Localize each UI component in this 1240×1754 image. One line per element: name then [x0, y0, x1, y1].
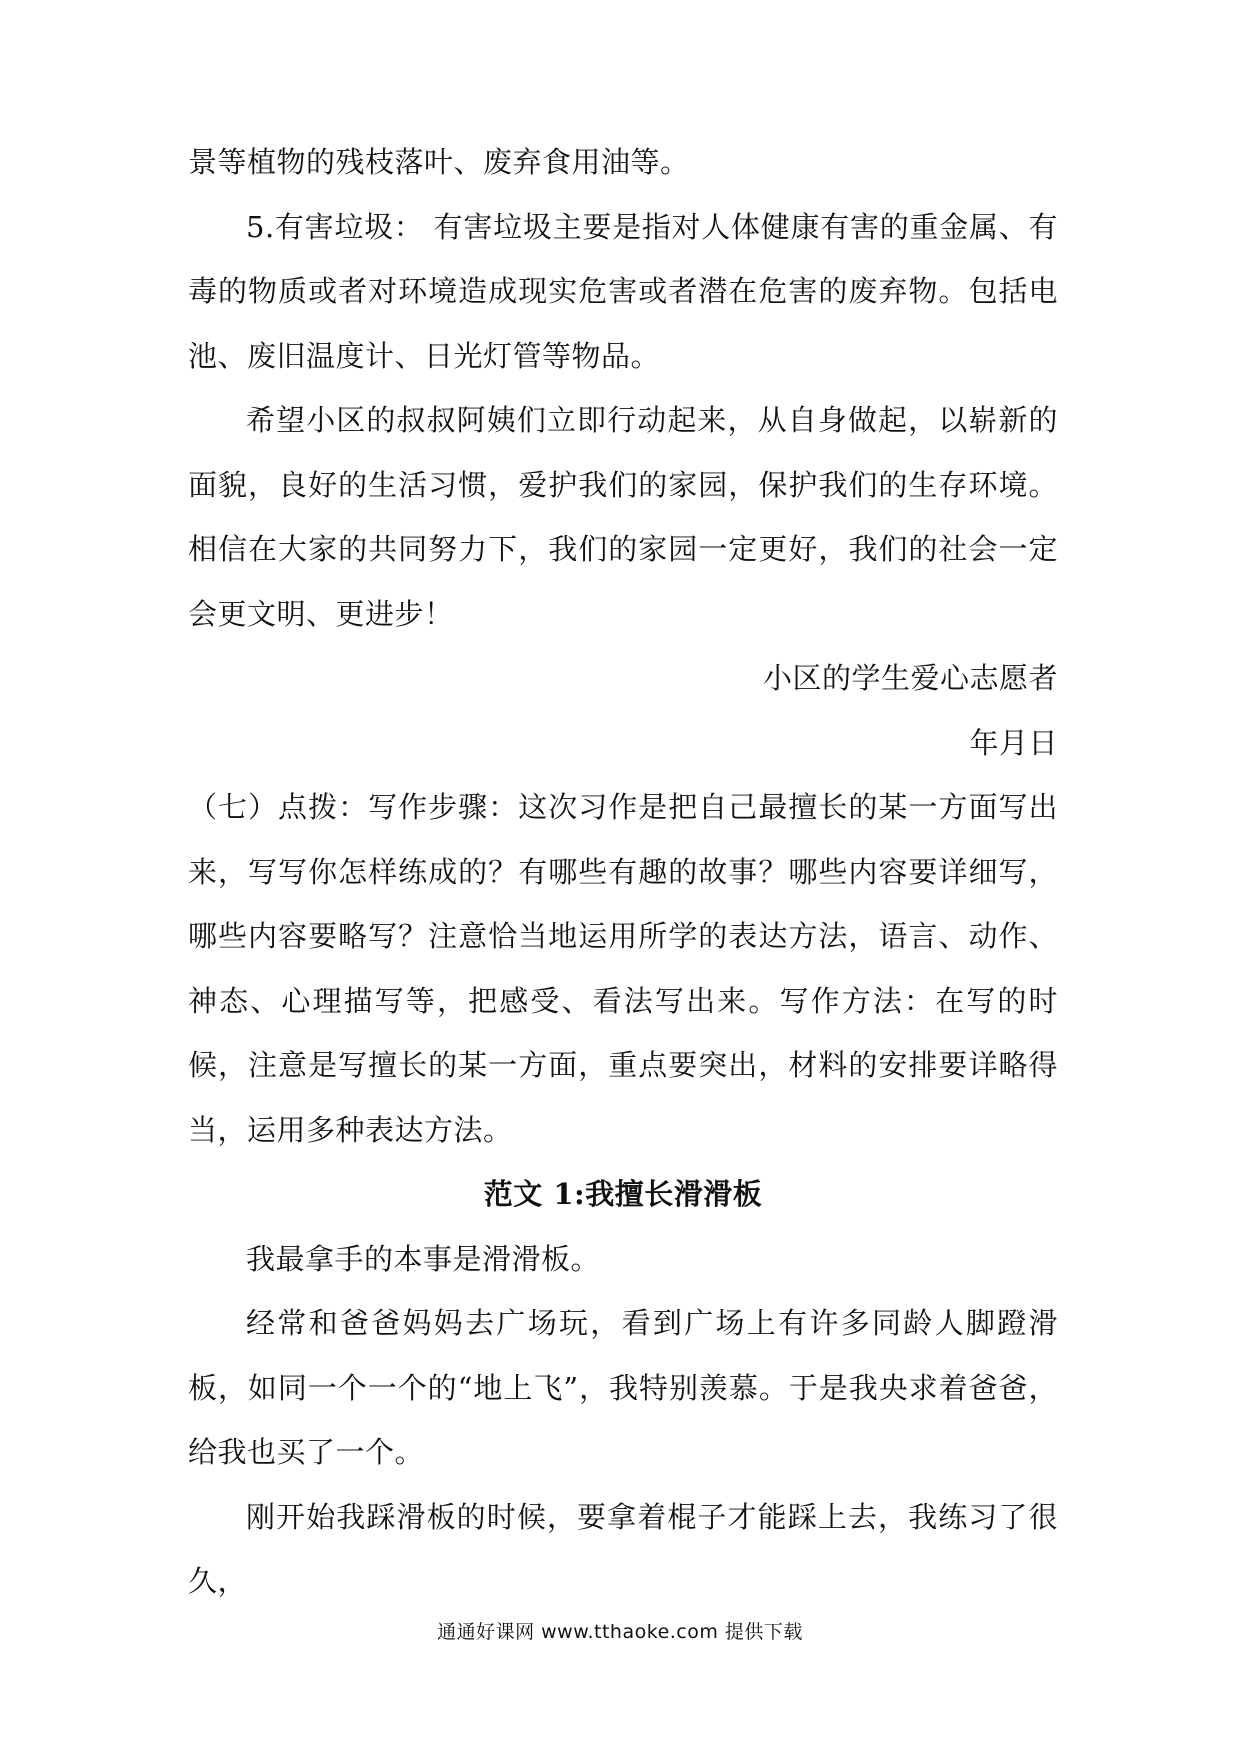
paragraph-essay-body-1: 经常和爸爸妈妈去广场玩，看到广场上有许多同龄人脚蹬滑板，如同一个一个的“地上飞”，我特别羡慕。于是我央求着爸爸，给我也买了一个。 — [188, 1306, 1058, 1469]
signature: 小区的学生爱心志愿者 — [762, 661, 1058, 695]
paragraph-essay-body-2: 刚开始我踩滑板的时候，要拿着棍子才能踩上去，我练习了很久， — [188, 1499, 1058, 1598]
footer-download-note: 通通好课网 www.tthaoke.com 提供下载 — [437, 1621, 803, 1643]
essay-heading: 范文 1:我擅长滑滑板 — [483, 1177, 763, 1211]
date-line: 年月日 — [969, 725, 1058, 760]
paragraph-hazardous-waste: 5.有害垃圾： 有害垃圾主要是指对人体健康有害的重金属、有毒的物质或者对环境造成现实危害或者潜在危害的废弃物。包括电池、废旧温度计、日光灯管等物品。 — [188, 209, 1058, 373]
paragraph-appeal: 希望小区的叔叔阿姨们立即行动起来，从自身做起，以崭新的面貌，良好的生活习惯，爱护我们的家园，保护我们的生存环境。相信在大家的共同努力下，我们的家园一定更好，我们的社会一定会更文明、更进步！ — [188, 403, 1058, 631]
paragraph-writing-tips: （七）点拨：写作步骤：这次习作是把自己最擅长的某一方面写出来，写写你怎样练成的？有哪些有趣的故事？哪些内容要详细写，哪些内容要略写？注意恰当地运用所学的表达方法，语言、动作、神态、心理描写等，把感受、看法写出来。写作方法：在写的时候，注意是写擅长的某一方面，重点要突出，材料的安排要详略得当，运用多种表达方法。 — [188, 790, 1058, 1147]
body-text — [188, 130, 1058, 1614]
paragraph-continuation: 景等植物的残枝落叶、废弃食用油等。 — [188, 145, 690, 179]
paragraph-essay-intro: 我最拿手的本事是滑滑板。 — [246, 1241, 601, 1276]
